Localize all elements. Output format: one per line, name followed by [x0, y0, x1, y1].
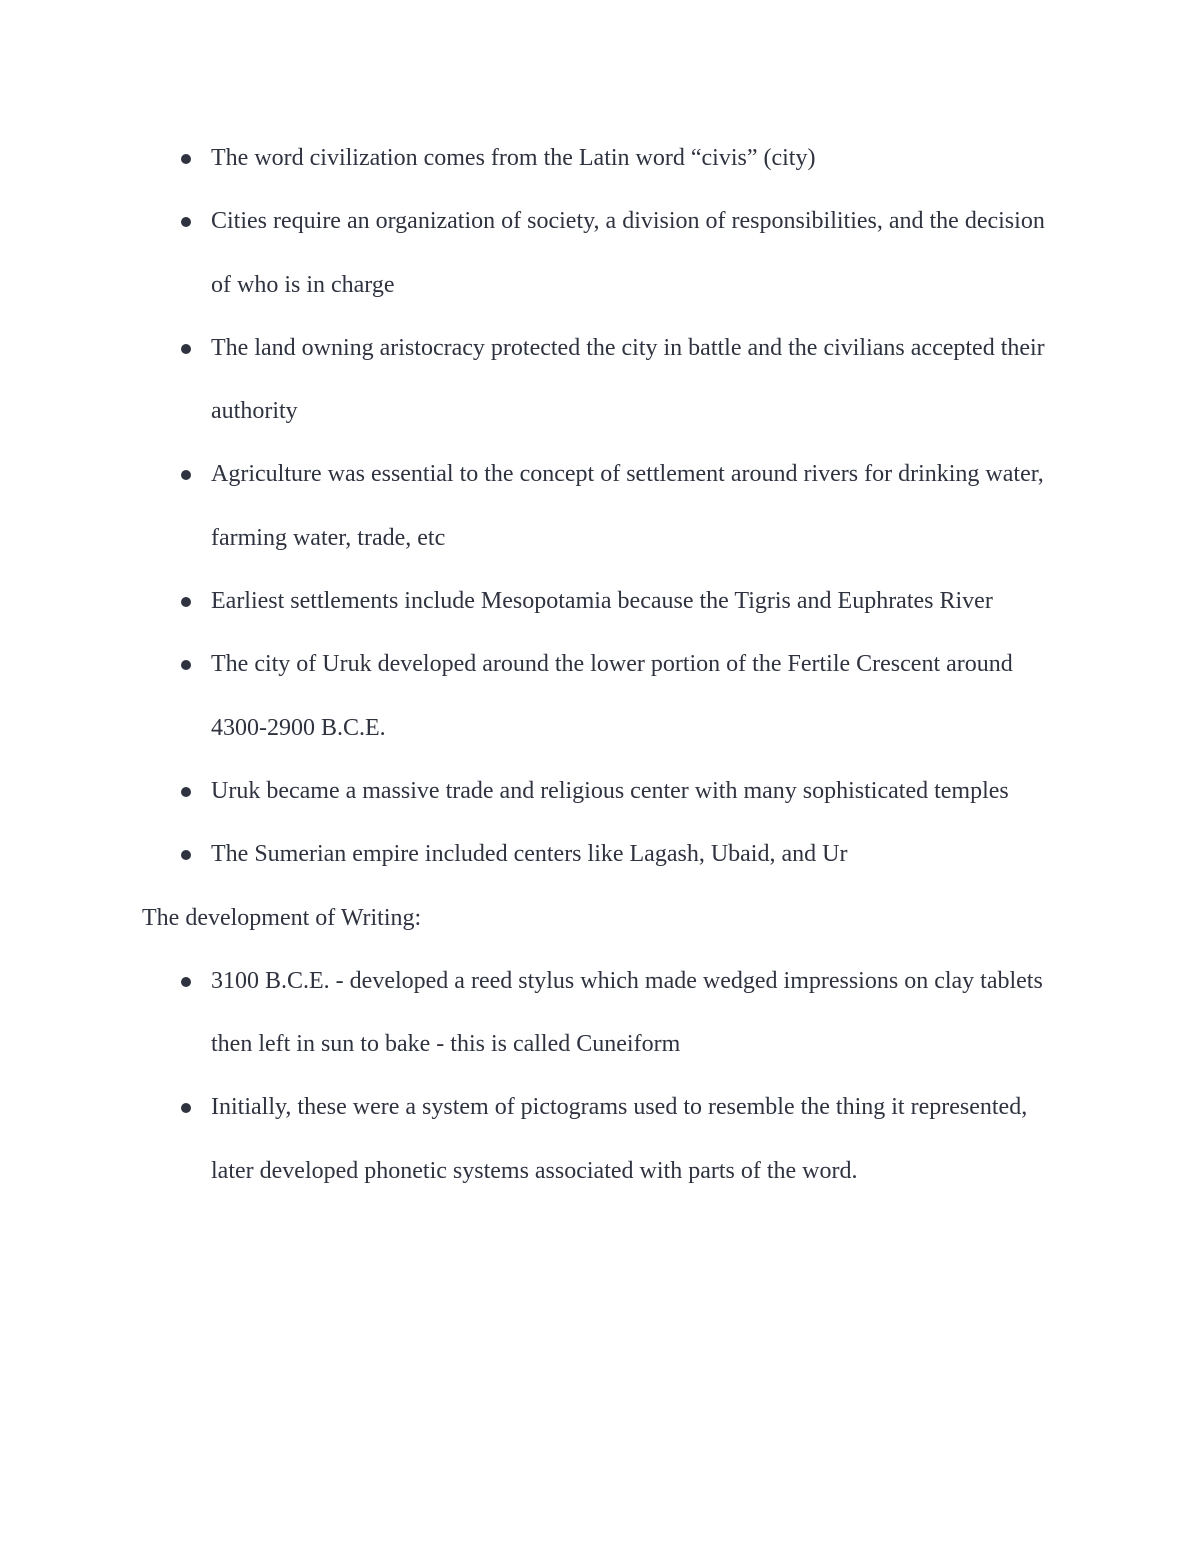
bullet-icon — [181, 344, 191, 354]
list-item — [142, 950, 1058, 1077]
list-item-text: The land owning aristocracy protected the city in battle and the civilians accepted their authority — [211, 334, 1045, 425]
bullet-icon — [181, 217, 191, 227]
section-heading: The development of Writing: — [142, 904, 422, 931]
list-item-text: The word civilization comes from the Latin word “civis” (city) — [211, 145, 816, 171]
bullet-list-writing — [142, 950, 1058, 1203]
list-item-text: 3100 B.C.E. - developed a reed stylus which made wedged impressions on clay tablets then left in sun to bake - this is called Cuneiform — [211, 967, 1043, 1058]
list-item-text: The city of Uruk developed around the lower portion of the Fertile Crescent around 4300-2900 B.C.E. — [211, 651, 1013, 741]
bullet-icon — [181, 850, 191, 860]
list-item — [142, 443, 1058, 570]
bullet-icon — [181, 597, 191, 607]
list-item-text: Initially, these were a system of pictograms used to resemble the thing it represented, later developed phonetic systems associated with parts of the word. — [211, 1094, 1028, 1184]
list-item — [142, 760, 1058, 823]
list-item — [142, 1076, 1058, 1203]
list-item-text: The Sumerian empire included centers like Lagash, Ubaid, and Ur — [211, 841, 848, 868]
list-item — [142, 633, 1058, 760]
list-item — [142, 190, 1058, 317]
list-item — [142, 317, 1058, 444]
list-item — [142, 823, 1058, 886]
bullet-icon — [181, 154, 191, 164]
list-item — [142, 570, 1058, 633]
bullet-icon — [181, 1103, 191, 1113]
bullet-list-civilization — [142, 127, 1058, 887]
bullet-icon — [181, 977, 191, 987]
list-item-text: Agriculture was essential to the concept of settlement around rivers for drinking water, farming water, trade, etc — [211, 461, 1044, 551]
bullet-icon — [181, 470, 191, 480]
bullet-icon — [181, 787, 191, 797]
list-item-text: Uruk became a massive trade and religious center with many sophisticated temples — [211, 777, 1009, 804]
list-item-text: Earliest settlements include Mesopotamia because the Tigris and Euphrates River — [211, 588, 993, 615]
list-item-text: Cities require an organization of society, a division of responsibilities, and the decision of who is in charge — [211, 208, 1045, 298]
document-body — [142, 127, 1058, 1203]
bullet-icon — [181, 660, 191, 670]
list-item — [142, 127, 1058, 190]
